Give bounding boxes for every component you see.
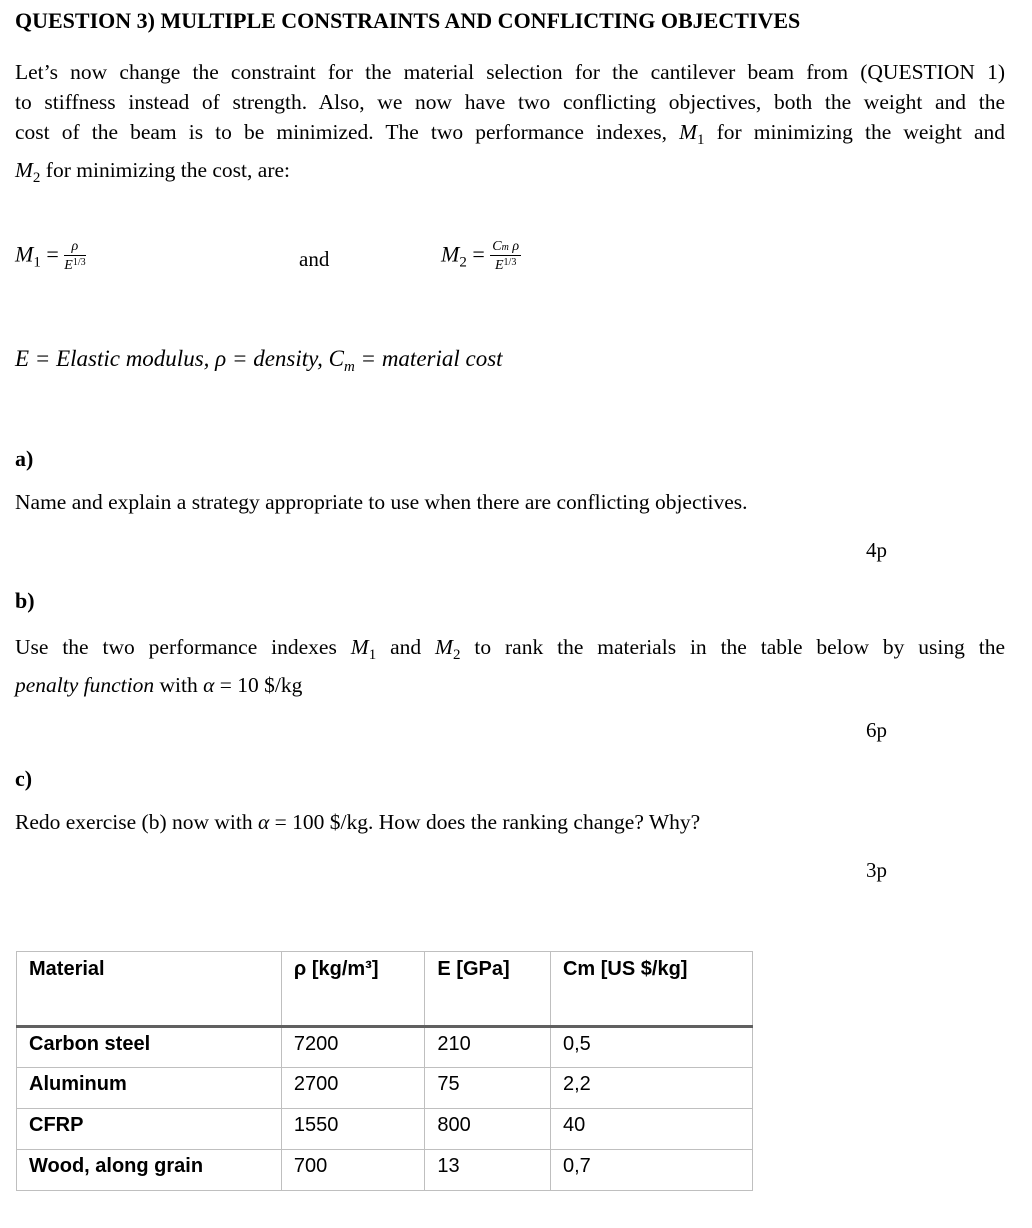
variable-definitions: E = Elastic modulus, ρ = density, $C_m$ = material cost [15,346,503,375]
part-a-label: a) [15,446,34,471]
header-modulus: E [GPa] [425,952,551,1027]
intro-line-4-text: for minimizing the cost, are: [45,158,290,182]
table-row [17,1150,753,1191]
table-header-row [17,952,753,1027]
intro-line-3 [15,117,1005,155]
part-b-label: b) [15,588,35,613]
intro-paragraph [15,57,1005,193]
table-row [17,1068,753,1109]
part-b-paragraph [15,632,1005,700]
symbol-m1: $M_1$ [679,120,705,148]
materials-table [16,951,753,1191]
symbol-m2: $M_2$ [15,158,41,186]
cell-density: 1550 [281,1109,425,1150]
table-row [17,1109,753,1150]
cell-cost: 40 [550,1109,752,1150]
intro-line-3b: for minimizing the weight and [716,120,1006,144]
fraction-m2: $\frac{\text{Cm ρ}}{E^{1/3}}$ [492,239,520,273]
intro-line-1: Let’s now change the constraint for the material selection for the cantilever beam from (QUESTION 1) [15,60,1005,84]
symbol-m1: $M_1$ [350,635,377,663]
part-b-line-2: penalty function with α = 10 $/kg [15,673,303,697]
intro-line-4 [15,155,1005,193]
formula-m1: $M_1$ = $\frac{\rho}{E^{1/3}}$ [15,239,86,273]
part-a-points: 4p [866,538,887,562]
part-a-text: Name and explain a strategy appropriate to use when there are conflicting objectives. [15,490,748,514]
symbol-m2: $M_2$ [435,635,461,663]
part-c-text: Redo exercise (b) now with α = 100 $/kg. How does the ranking change? Why? [15,810,701,834]
part-b-points: 6p [866,718,887,742]
cell-modulus: 800 [425,1109,551,1150]
cell-density: 7200 [281,1027,425,1068]
cell-cost: 0,5 [550,1027,752,1068]
cell-material: Wood, along grain [17,1150,282,1191]
part-c-label: c) [15,766,33,791]
fraction-m1: $\frac{\rho}{E^{1/3}}$ [64,239,86,273]
part-b-line-1: Use the two performance indexes $M_1$ and $M_2$ to rank the materials in the table below by using the [15,635,1006,663]
header-material: Material [17,952,282,1027]
intro-line-3a: cost of the beam is to be minimized. The two performance indexes, [15,120,668,144]
cell-material: Carbon steel [17,1027,282,1068]
cell-modulus: 13 [425,1150,551,1191]
header-cost: Cm [US $/kg] [550,952,752,1027]
and-label: and [299,247,330,271]
cell-modulus: 75 [425,1068,551,1109]
cell-density: 700 [281,1150,425,1191]
cell-material: Aluminum [17,1068,282,1109]
header-density: ρ [kg/m³] [281,952,425,1027]
cell-cost: 2,2 [550,1068,752,1109]
formula-m2: $M_2$ = $\frac{\text{Cm ρ}}{E^{1/3}}$ [441,239,520,273]
cell-modulus: 210 [425,1027,551,1068]
part-c-points: 3p [866,858,887,882]
intro-line-2: to stiffness instead of strength. Also, we now have two conflicting objectives, both the weight and the [15,90,1005,114]
question-title: QUESTION 3) MULTIPLE CONSTRAINTS AND CONFLICTING OBJECTIVES [15,8,801,33]
cell-cost: 0,7 [550,1150,752,1191]
cell-density: 2700 [281,1068,425,1109]
table-row [17,1027,753,1068]
cell-material: CFRP [17,1109,282,1150]
